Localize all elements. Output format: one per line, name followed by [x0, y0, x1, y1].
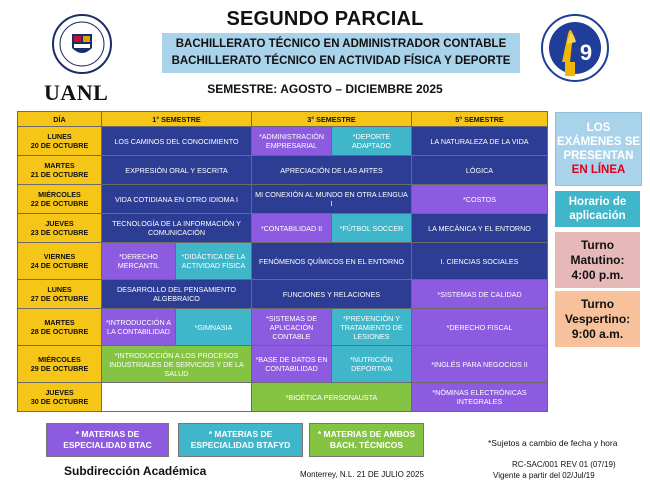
day-cell: MIÉRCOLES 22 DE OCTUBRE — [18, 185, 102, 214]
document-code: RC-SAC/001 REV 01 (07/19) — [512, 460, 616, 469]
legend-btafyd: * MATERIAS DE ESPECIALIDAD BTAFYD — [178, 423, 303, 457]
department-label: Subdirección Académica — [64, 464, 207, 478]
schedule-title: Horario de aplicación — [568, 196, 627, 222]
course-cell: EXPRESIÓN ORAL Y ESCRITA — [102, 156, 252, 185]
course-cell: *SISTEMAS DE CALIDAD — [412, 280, 548, 309]
evening-time: 9:00 a.m. — [571, 326, 624, 341]
course-cell: MI CONEXIÓN AL MUNDO EN OTRA LENGUA I — [252, 185, 412, 214]
change-note: *Sujetos a cambio de fecha y hora — [488, 438, 618, 448]
place-date: Monterrey, N.L. 21 DE JULIO 2025 — [300, 470, 424, 479]
course-cell: *DERECHO MERCANTIL — [102, 243, 176, 280]
course-cell: TECNOLOGÍA DE LA INFORMACIÓN Y COMUNICACIÓN — [102, 214, 252, 243]
course-cell: *CONTABILIDAD II — [252, 214, 332, 243]
course-cell: *DEPORTE ADAPTADO — [332, 127, 412, 156]
program-line-2: BACHILLERATO TÉCNICO EN ACTIVIDAD FÍSICA Y DEPORTE — [171, 55, 511, 67]
table-row — [18, 280, 548, 309]
course-cell: *NÓMINAS ELECTRÓNICAS INTEGRALES — [412, 383, 548, 412]
program-box — [162, 33, 520, 73]
course-cell: DESARROLLO DEL PENSAMIENTO ALGEBRAICO — [102, 280, 252, 309]
course-cell: FUNCIONES Y RELACIONES — [252, 280, 412, 309]
morning-label: Turno Matutino: — [570, 237, 625, 267]
validity-date: Vigente a partir del 02/Jul/19 — [493, 471, 595, 480]
course-cell: *INTRODUCCIÓN A LOS PROCESOS INDUSTRIALES DE SERVICIOS Y DE LA SALUD — [102, 346, 252, 383]
page-title: SEGUNDO PARCIAL — [226, 8, 424, 30]
table-row — [18, 383, 548, 412]
course-cell: *FÚTBOL SOCCER — [332, 214, 412, 243]
legend-both: * MATERIAS DE AMBOS BACH. TÉCNICOS — [309, 423, 424, 457]
preparatoria-9-logo — [540, 14, 610, 86]
header-semester-1: 1° SEMESTRE — [102, 112, 252, 127]
exam-schedule-table — [17, 111, 548, 412]
table-row — [18, 185, 548, 214]
online-exams-box — [555, 112, 642, 186]
header-day: DÍA — [18, 112, 102, 127]
day-cell: VIERNES 24 DE OCTUBRE — [18, 243, 102, 280]
table-row — [18, 243, 548, 280]
course-cell: *PREVENCIÓN Y TRATAMIENTO DE LESIONES — [332, 309, 412, 346]
course-cell: *NUTRICIÓN DEPORTIVA — [332, 346, 412, 383]
table-row — [18, 214, 548, 243]
evening-shift-box — [555, 291, 640, 347]
header-semester-5: 5° SEMESTRE — [412, 112, 548, 127]
course-cell: LOS CAMINOS DEL CONOCIMIENTO — [102, 127, 252, 156]
day-cell: LUNES 27 DE OCTUBRE — [18, 280, 102, 309]
course-cell: *GIMNASIA — [176, 309, 252, 346]
online-text-accent: EN LÍNEA — [571, 164, 626, 176]
course-cell: *INTRODUCCIÓN A LA CONTABILIDAD — [102, 309, 176, 346]
program-line-1: BACHILLERATO TÉCNICO EN ADMINISTRADOR CONTABLE — [175, 38, 507, 50]
course-cell-empty — [102, 383, 252, 412]
course-cell: LA NATURALEZA DE LA VIDA — [412, 127, 548, 156]
morning-shift-box — [555, 232, 640, 288]
day-cell: MARTES 21 DE OCTUBRE — [18, 156, 102, 185]
course-cell: LÓGICA — [412, 156, 548, 185]
course-cell: LA MECÁNICA Y EL ENTORNO — [412, 214, 548, 243]
semester-label: SEMESTRE: AGOSTO – DICIEMBRE 2025 — [207, 82, 443, 96]
course-cell: VIDA COTIDIANA EN OTRO IDIOMA I — [102, 185, 252, 214]
evening-label: Turno Vespertino: — [564, 296, 631, 326]
online-text: LOS EXÁMENES SE PRESENTAN — [556, 122, 641, 162]
course-cell: *BASE DE DATOS EN CONTABILIDAD — [252, 346, 332, 383]
course-cell: *DERECHO FISCAL — [412, 309, 548, 346]
course-cell: *INGLÉS PARA NEGOCIOS II — [412, 346, 548, 383]
schedule-title-box — [555, 191, 640, 227]
morning-time: 4:00 p.m. — [571, 267, 624, 282]
course-cell: APRECIACIÓN DE LAS ARTES — [252, 156, 412, 185]
table-row — [18, 346, 548, 383]
day-cell: JUEVES 30 DE OCTUBRE — [18, 383, 102, 412]
legend-btac: * MATERIAS DE ESPECIALIDAD BTAC — [46, 423, 169, 457]
table-row — [18, 309, 548, 346]
university-seal-logo — [52, 14, 112, 74]
day-cell: MARTES 28 DE OCTUBRE — [18, 309, 102, 346]
header-semester-3: 3° SEMESTRE — [252, 112, 412, 127]
course-cell: *BIOÉTICA PERSONAUSTA — [252, 383, 412, 412]
badge-number: 9 — [579, 40, 593, 65]
course-cell: *COSTOS — [412, 185, 548, 214]
course-cell: *DIDÁCTICA DE LA ACTIVIDAD FÍSICA — [176, 243, 252, 280]
table-header-row — [18, 112, 548, 127]
course-cell: *SISTEMAS DE APLICACIÓN CONTABLE — [252, 309, 332, 346]
day-cell: MIÉRCOLES 29 DE OCTUBRE — [18, 346, 102, 383]
day-cell: LUNES 20 DE OCTUBRE — [18, 127, 102, 156]
uanl-logo-text: UANL — [44, 80, 109, 105]
course-cell: *ADMINISTRACIÓN EMPRESARIAL — [252, 127, 332, 156]
course-cell: FENÓMENOS QUÍMICOS EN EL ENTORNO — [252, 243, 412, 280]
course-cell: I. CIENCIAS SOCIALES — [412, 243, 548, 280]
table-row — [18, 156, 548, 185]
table-row — [18, 127, 548, 156]
day-cell: JUEVES 23 DE OCTUBRE — [18, 214, 102, 243]
